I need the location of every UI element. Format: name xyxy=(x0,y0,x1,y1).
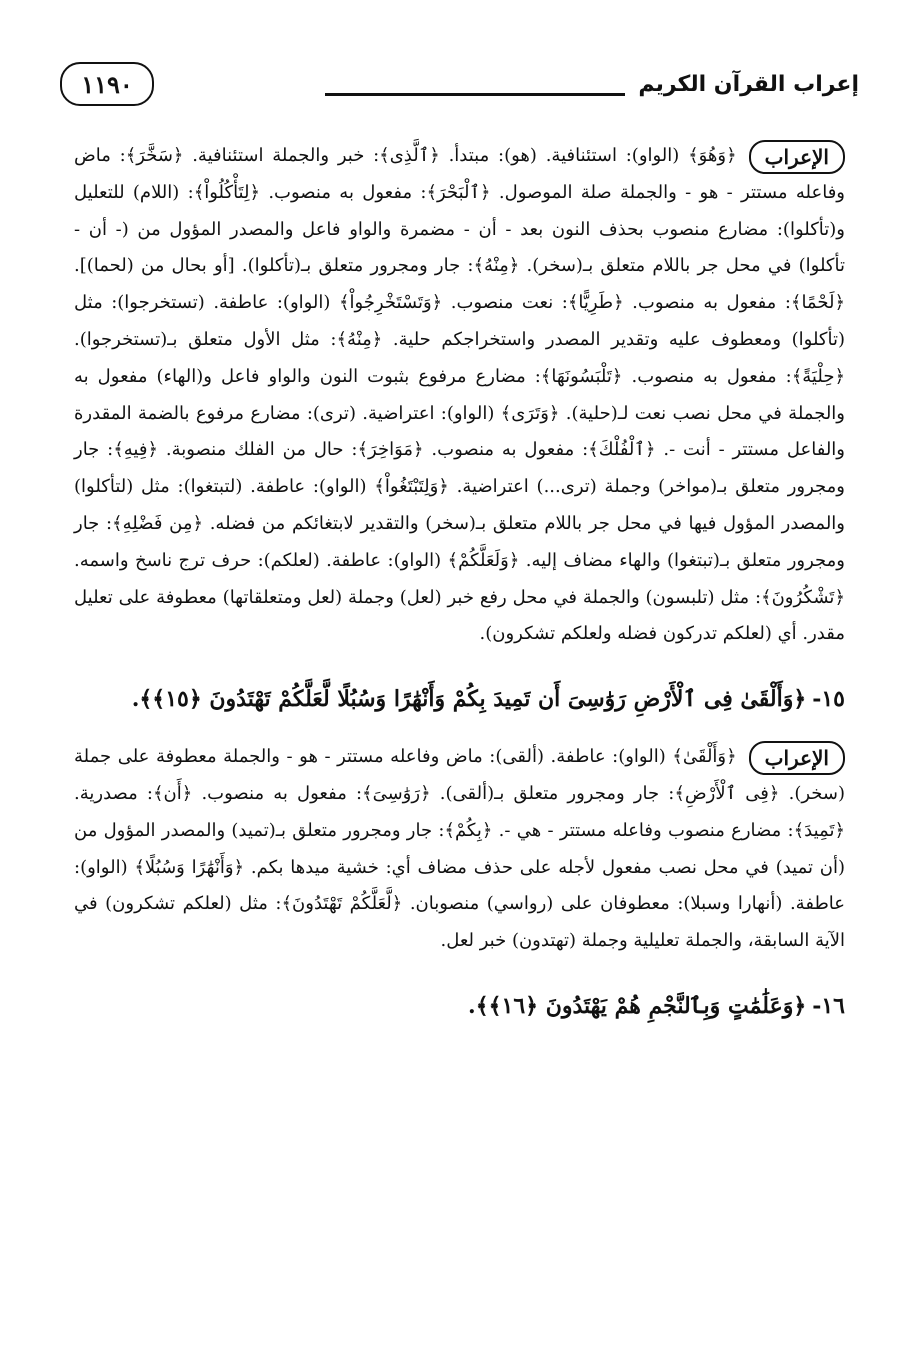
irab-badge: الإعراب xyxy=(749,741,845,775)
header-rule xyxy=(325,93,625,96)
verse-text: ﴿وَعَلَٰمَٰتٍ وَبِٱلنَّجْمِ هُمْ يَهْتَدُونَ ﴿١٦﴾﴾. xyxy=(468,992,807,1019)
page-number: ١١٩٠ xyxy=(60,62,154,106)
book-title: إعراب القرآن الكريم xyxy=(638,72,859,97)
page-body xyxy=(74,138,845,1046)
irab-text: ﴿وَأَلْقَىٰ﴾ (الواو): عاطفة. (ألقى): ماض وفاعله مستتر - هو - والجملة معطوفة على جملة (سخر). ﴿فِى ٱلْأَرْضِ﴾: جار ومجرور متعلق بـ(ألقى). ﴿رَوَٰسِىَ﴾: مفعول به منصوب. ﴿أَن﴾: مصدرية. ﴿تَمِيدَ﴾: مضارع منصوب وفاعله مستتر - هي -. ﴿بِكُمْ﴾: جار ومجرور متعلق بـ(تميد) والمصدر المؤول من (أن تميد) في محل نصب مفعول لأجله على حذف مضاف أي: خشية ميدها بكم. ﴿وَأَنْهَٰرًا وَسُبُلًا﴾ (الواو): عاطفة. (أنهارا وسبلا): معطوفان على (رواسي) منصوبان. ﴿لَّعَلَّكُمْ تَهْتَدُونَ﴾: مثل (لعلكم تشكرون) في الآية السابقة، والجملة تعليلية وجملة (تهتدون) خبر لعل. xyxy=(74,746,845,952)
irab-text: ﴿وَهُوَ﴾ (الواو): استئنافية. (هو): مبتدأ. ﴿ٱلَّذِى﴾: خبر والجملة استئنافية. ﴿سَخَّرَ﴾: ماض وفاعله مستتر - هو - والجملة صلة الموصول. ﴿ٱلْبَحْرَ﴾: مفعول به منصوب. ﴿لِتَأْكُلُواْ﴾: (اللام) للتعليل و(تأكلوا): مضارع منصوب بحذف النون بعد - أن - مضمرة والواو فاعل والمصدر المؤول من (- أن - تأكلوا) في محل جر باللام متعلق بـ(سخر). ﴿مِنْهُ﴾: جار ومجرور متعلق بـ(تأكلوا). [أو بحال من (لحما)]. ﴿لَحْمًا﴾: مفعول به منصوب. ﴿طَرِيًّا﴾: نعت منصوب. ﴿وَتَسْتَخْرِجُواْ﴾ (الواو): عاطفة. (تستخرجوا): مثل (تأكلوا) ومعطوف عليه وتقدير المصدر واستخراجكم حلية. ﴿مِنْهُ﴾: مثل الأول متعلق بـ(تستخرجوا). ﴿حِلْيَةً﴾: مفعول به منصوب. ﴿تَلْبَسُونَهَا﴾: مضارع مرفوع بثبوت النون والواو فاعل و(الهاء) مفعول به والجملة في محل نصب نعت لـ(حلية). ﴿وَتَرَى﴾ (الواو): اعتراضية. (ترى): مضارع مرفوع بالضمة المقدرة والفاعل مستتر - أنت -. ﴿ٱلْفُلْكَ﴾: مفعول به منصوب. ﴿مَوَاخِرَ﴾: حال من الفلك منصوبة. ﴿فِيهِ﴾: جار ومجرور متعلق بـ(مواخر) وجملة (ترى...) اعتراضية. ﴿وَلِتَبْتَغُواْ﴾ (الواو): عاطفة. (لتبتغوا): مثل (لتأكلوا) والمصدر المؤول فيها في محل جر باللام متعلق بـ(سخر) والتقدير لابتغائكم من فضله. ﴿مِن فَضْلِهِ﴾: جار ومجرور متعلق بـ(تبتغوا) والهاء مضاف إليه. ﴿وَلَعَلَّكُمْ﴾ (الواو): عاطفة. (لعلكم): حرف ترج ناسخ واسمه. ﴿تَشْكُرُونَ﴾: مثل (تلبسون) والجملة في محل رفع خبر (لعل) وجملة (لعل ومتعلقاتها) معطوفة على تعليل مقدر. أي (لعلكم تدركون فضله ولعلكم تشكرون). xyxy=(74,145,846,645)
irab-section-1 xyxy=(74,138,845,653)
verse-16 xyxy=(74,986,845,1026)
verse-15 xyxy=(74,679,845,719)
irab-badge: الإعراب xyxy=(749,140,845,174)
verse-number: ١٥- xyxy=(812,686,845,713)
irab-section-2 xyxy=(74,739,845,960)
page-header xyxy=(60,60,859,120)
verse-text: ﴿وَأَلْقَىٰ فِى ٱلْأَرْضِ رَوَٰسِىَ أَن تَمِيدَ بِكُمْ وَأَنْهَٰرًا وَسُبُلًا لَّعَلَّكُمْ تَهْتَدُونَ ﴿١٥﴾﴾. xyxy=(131,686,807,713)
verse-number: ١٦- xyxy=(812,992,845,1019)
